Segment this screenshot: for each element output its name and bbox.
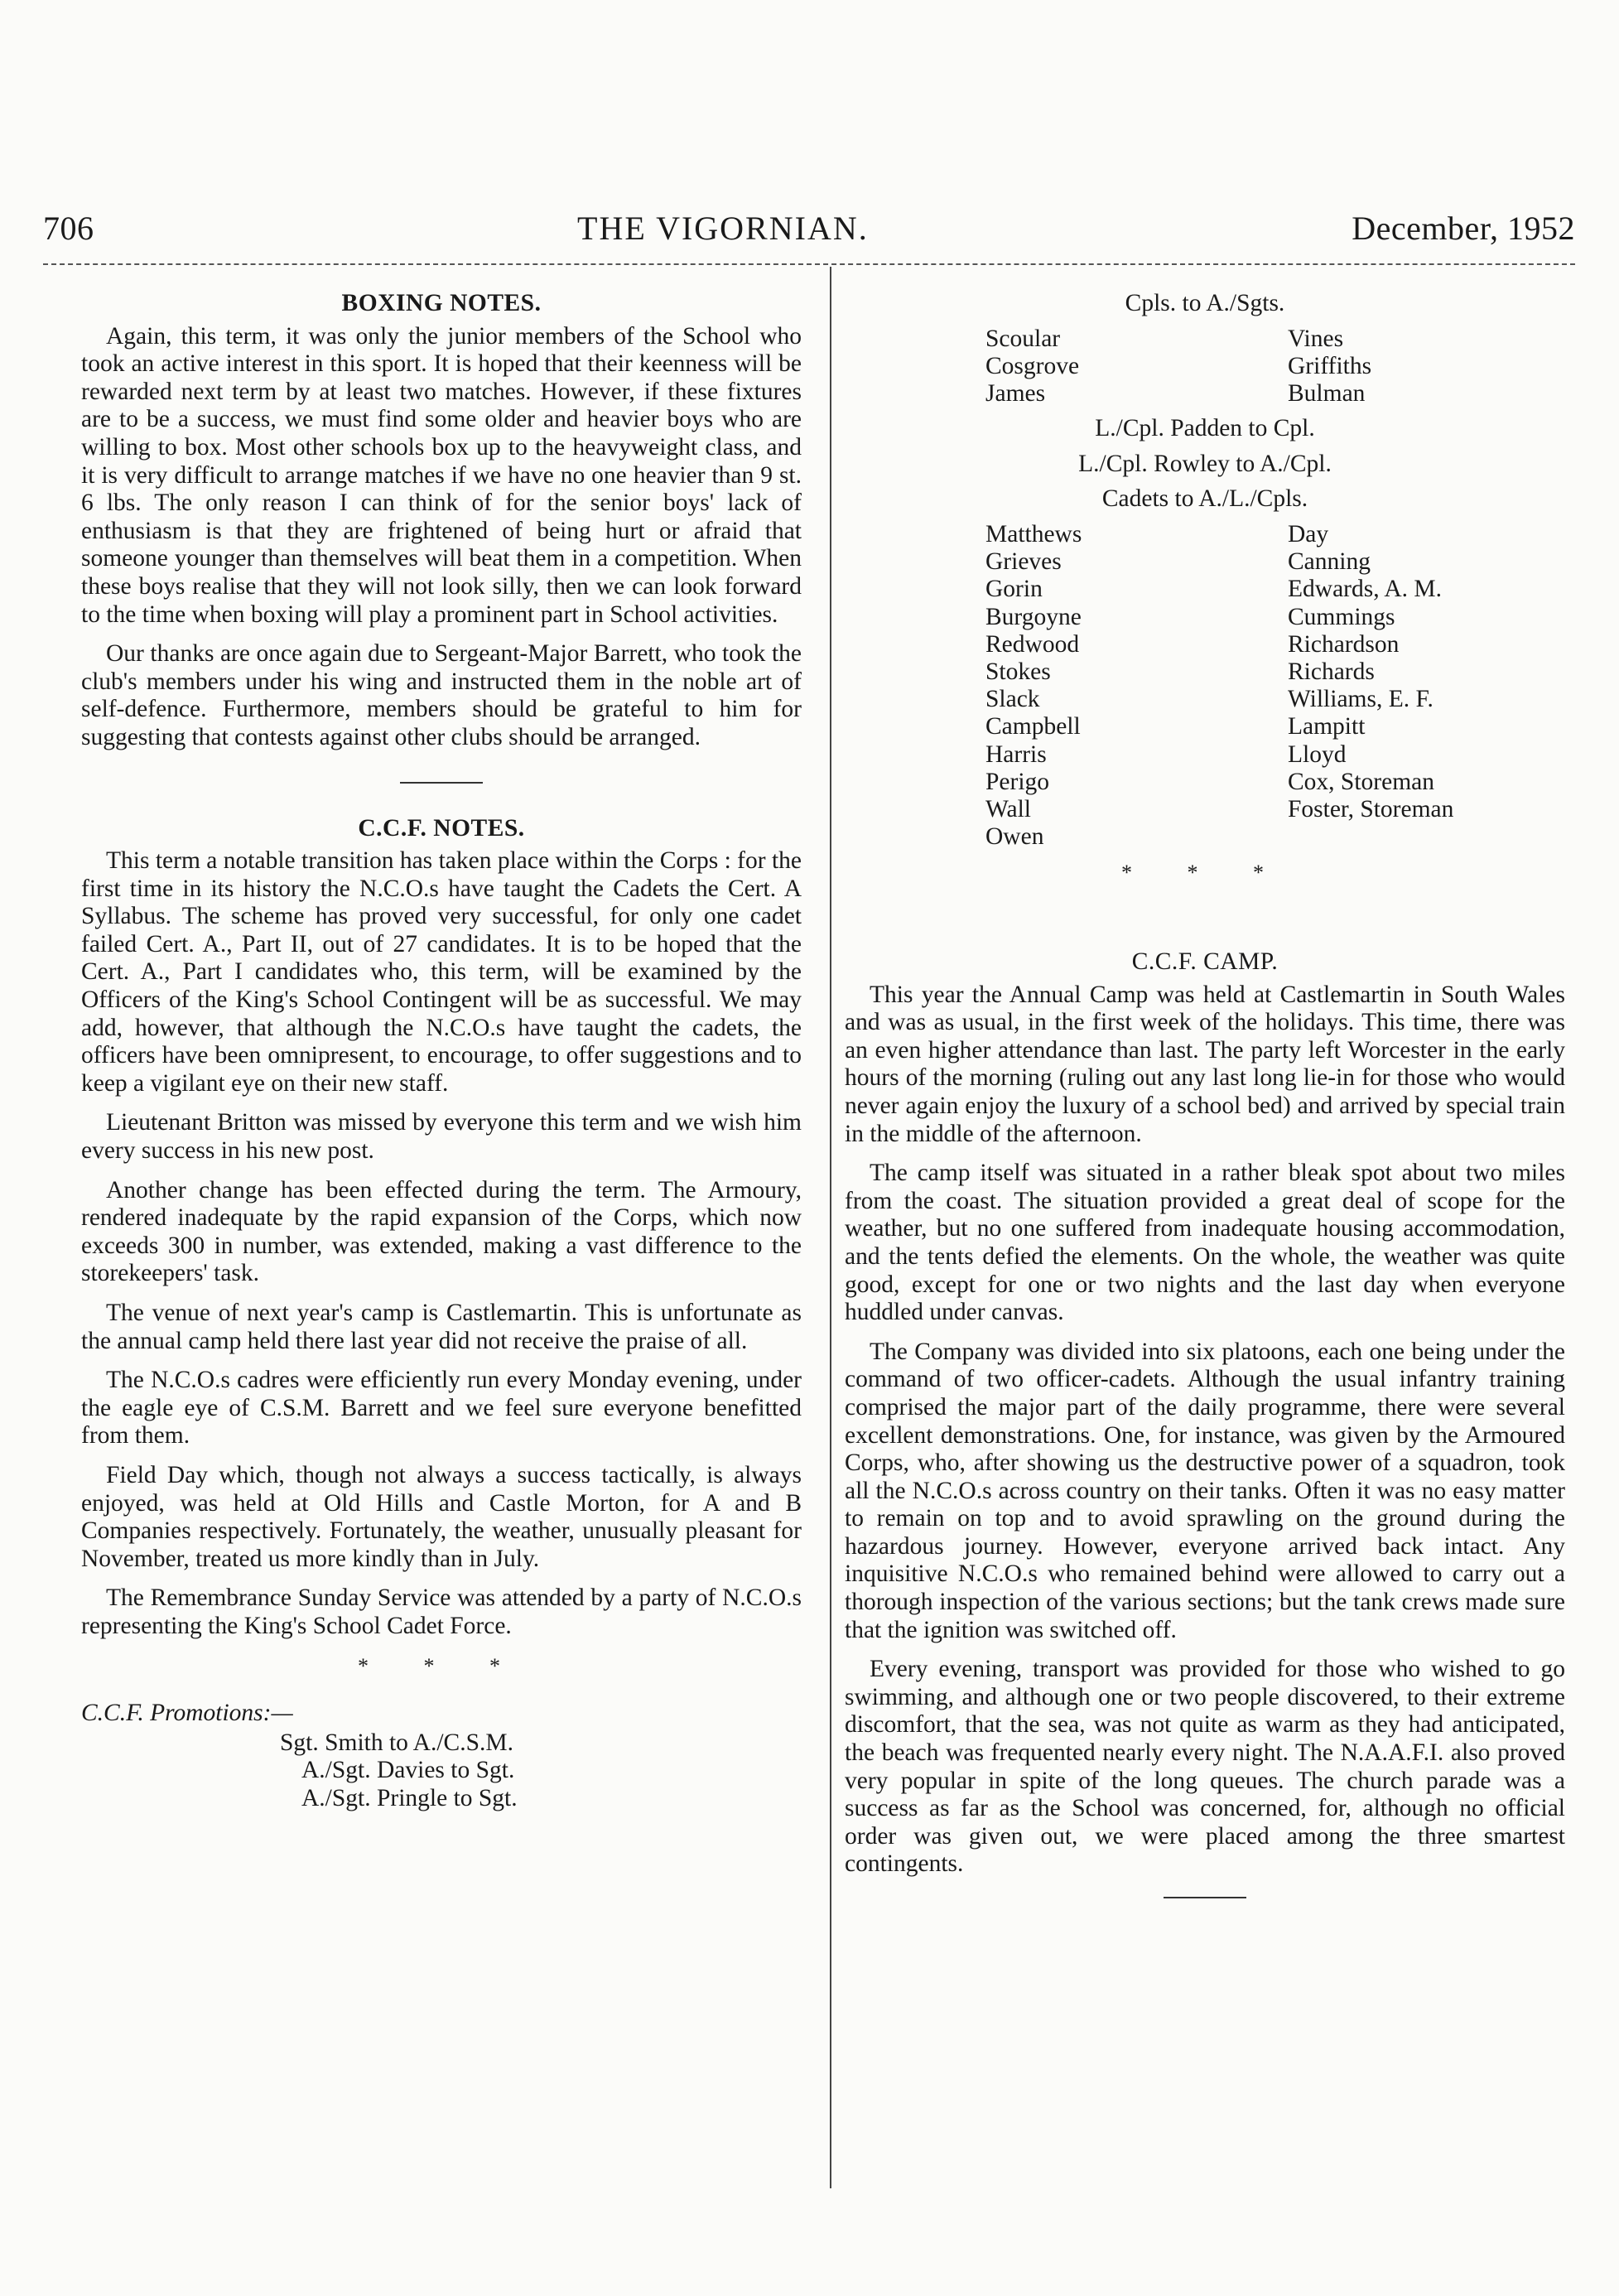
promotion-line: A./Sgt. Pringle to Sgt. [301,1784,518,1811]
name-entry: Foster, Storeman [1288,796,1454,823]
name-entry [1288,823,1619,851]
name-entry: Canning [1288,548,1371,576]
end-divider [1164,1897,1246,1898]
boxing-notes-section [81,290,802,752]
page-header [43,209,1575,248]
promotions-heading: C.C.F. Promotions:— [81,1700,293,1727]
name-entry: Matthews [985,520,1082,547]
section-stars: * * * [358,1653,525,1678]
name-entry: Gorin [985,576,1043,603]
name-entry: Wall [985,796,1031,823]
paragraph: Lieutenant Britton was missed by everyone this term and we wish him every success in his new post. [81,1109,802,1165]
promotion-line: L./Cpl. Rowley to A./Cpl. [1078,450,1332,477]
promotions-continued [845,290,1565,887]
name-entry: Vines [1288,325,1344,352]
cpls-names [985,326,1565,408]
name-entry: Harris [985,740,1047,768]
paragraph: Our thanks are once again due to Sergeant-Major Barrett, who took the club's members under his wing and instructed them in the noble art of self-defence. Furthermore, members should be grateful to him for suggesting that contests against other clubs should be arranged. [81,640,802,750]
name-entry: James [985,380,1046,407]
name-entry: Cosgrove [985,352,1080,379]
name-entry: Scoular [985,325,1061,352]
name-entry: Redwood [985,630,1080,658]
paragraph: Field Day which, though not always a success tactically, is always enjoyed, was held at Old Hills and Castle Morton, for A and B Companies respectively. Fortunately, the weather, unusually pleasant for November, treated us more kindly than in July. [81,1461,802,1572]
issue-date: December, 1952 [1352,210,1575,247]
name-entry: Grieves [985,548,1062,576]
left-column [81,290,802,1813]
name-entry: Owen [985,823,1044,851]
boxing-notes-title: BOXING NOTES. [341,290,542,316]
name-entry: Richardson [1288,630,1400,658]
header-divider [43,263,1575,265]
paragraph: This year the Annual Camp was held at Castlemartin in South Wales and was as usual, in the first week of the holidays. This time, there was an even higher attendance than last. The party left Worcester in the early hours of the morning (ruling out any last long lie-in for those who would never again enjoy the luxury of a school bed) and arrived by special train in the middle of the afternoon. [845,981,1565,1147]
ccf-notes-section [81,815,802,1813]
name-entry: Slack [985,686,1040,713]
paragraph: The N.C.O.s cadres were efficiently run every Monday evening, under the eagle eye of C.S.M. Barrett and we feel sure everyone benefitted from them. [81,1367,802,1449]
ccf-camp-title: C.C.F. CAMP. [1131,948,1279,976]
paragraph: The Remembrance Sunday Service was attended by a party of N.C.O.s representing the King's School Cadet Force. [81,1585,802,1639]
page-number: 706 [43,210,94,247]
name-entry: Cox, Storeman [1288,768,1434,795]
ccf-notes-title: C.C.F. NOTES. [358,814,525,842]
column-divider [830,267,831,2188]
name-entry: Burgoyne [985,603,1082,630]
name-entry: Edwards, A. M. [1288,576,1443,603]
name-entry: Bulman [1288,380,1366,407]
paragraph: Again, this term, it was only the junior members of the School who took an active interest in this sport. It is hoped that their keenness will be rewarded next term by at least two matches. However, if these fixtures are to be a success, we must find some older and heavier boys who are willing to box. Most other schools box up to the heavyweight class, and it is very difficult to arrange matches if we have no one heavier than 9 st. 6 lbs. The only reason I can think of for the senior boys' lack of enthusiasm is that they are frightened of being hurt or afraid that someone younger than themselves will beat them in a competition. When these boys realise that they will not look silly, then we can look forward to the time when boxing will play a prominent part in School activities. [81,322,802,628]
name-entry: Griffiths [1288,352,1372,379]
name-entry: Stokes [985,658,1051,685]
publication-title: THE VIGORNIAN. [577,210,869,247]
promotion-line: A./Sgt. Davies to Sgt. [301,1757,515,1784]
name-entry: Richards [1288,658,1375,685]
cpls-heading: Cpls. to A./Sgts. [1125,290,1285,316]
promotion-line: Sgt. Smith to A./C.S.M. [280,1729,513,1756]
paragraph: Every evening, transport was provided for those who wished to go swimming, and although one or two people discovered, to their extreme discomfort, that the sea, was not quite as warm as they had anticipated, the beach was frequented nearly every night. The N.A.A.F.I. also proved very popular in spite of the long queues. The church parade was a success as far as the School was concerned, for, although no official order was given out, we were placed among the three smartest contingents. [845,1656,1565,1878]
name-entry: Lloyd [1288,740,1347,768]
ccf-camp-section [845,948,1565,1879]
name-entry: Perigo [985,768,1050,795]
paragraph: The Company was divided into six platoons, each one being under the command of two officer-cadets. Although the usual infantry training comprised the major part of the daily programme, there were several excellent demonstrations. One, for instance, was given by the Armoured Corps, who, after showing us the destructive power of a squadron, took all the N.C.O.s across country on their tanks. Often it was no easy matter to remain on top and to avoid sprawling on the ground during the hazardous journey. However, everyone arrived back intact. Any inquisitive N.C.O.s who remained behind were allowed to carry out a thorough inspection of the various sections; but the tank crews made sure that the ignition was switched off. [845,1338,1565,1643]
promotion-line: L./Cpl. Padden to Cpl. [1095,415,1315,442]
name-entry: Day [1288,520,1329,547]
name-entry: Lampitt [1288,713,1366,740]
name-entry: Williams, E. F. [1288,686,1433,713]
name-entry: Cummings [1288,603,1395,630]
paragraph: This term a notable transition has taken place within the Corps : for the first time in its history the N.C.O.s have taught the Cadets the Cert. A Syllabus. The scheme has proved very successful, for only one cadet failed Cert. A., Part II, out of 27 candidates. It is to be hoped that the Cert. A., Part I candidates who, this term, will be examined by the Officers of the King's School Contingent will be as successful. We may add, however, that although the N.C.O.s have taught the cadets, the officers have been omnipresent, to encourage, to offer suggestions and to keep a vigilant eye on their new staff. [81,847,802,1097]
cadets-names [985,521,1565,851]
paragraph: The venue of next year's camp is Castlemartin. This is unfortunate as the annual camp held there last year did not receive the praise of all. [81,1300,802,1354]
paragraph: Another change has been effected during the term. The Armoury, rendered inadequate by the rapid expansion of the Corps, which now exceeds 300 in number, was extended, making a vast difference to the storekeepers' task. [81,1176,802,1287]
section-divider [400,782,483,784]
name-entry: Campbell [985,713,1081,740]
cadets-heading: Cadets to A./L./Cpls. [1101,485,1308,513]
paragraph: The camp itself was situated in a rather bleak spot about two miles from the coast. The situation provided a great deal of scope for the weather, but no one suffered from inadequate housing accommodation, and the tents defied the elements. On the whole, the weather was quite good, except for one or two nights and the last day when everyone huddled under canvas. [845,1160,1565,1326]
section-stars: * * * [1121,861,1289,885]
right-column [845,290,1565,1930]
promotions-list [81,1729,802,1813]
